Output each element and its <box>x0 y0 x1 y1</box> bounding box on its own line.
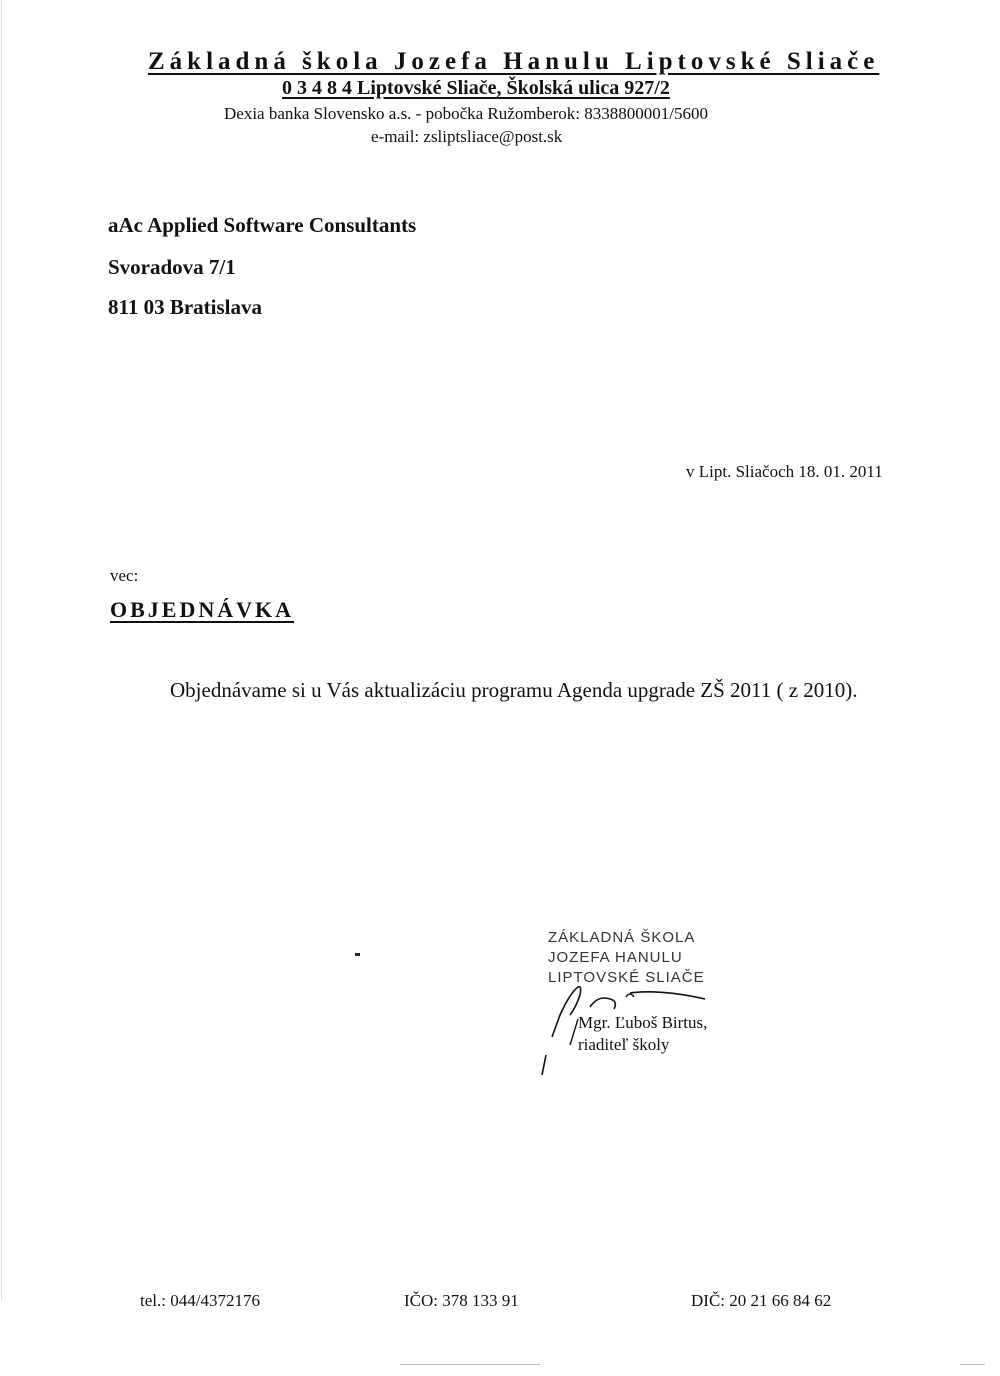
recipient-city: 811 03 Bratislava <box>108 295 263 319</box>
recipient-street: Svoradova 7/1 <box>108 255 236 279</box>
school-email: e-mail: zsliptsliace@post.sk <box>371 127 563 146</box>
signer-name: Mgr. Ľuboš Birtus, <box>578 1013 708 1032</box>
scan-edge-line <box>1 0 2 1300</box>
stray-ink-mark <box>355 953 360 956</box>
recipient-company: aAc Applied Software Consultants <box>108 213 417 237</box>
stamp-line-3: LIPTOVSKÉ SLIAČE <box>548 969 705 986</box>
footer-telephone: tel.: 044/4372176 <box>140 1291 260 1310</box>
subject-label: vec: <box>110 566 139 585</box>
school-name-heading: Základná škola Jozefa Hanulu Liptovské Sliače <box>148 48 880 75</box>
school-address: 0 3 4 8 4 Liptovské Sliače, Školská ulica 927/2 <box>282 77 670 99</box>
scan-noise-mark <box>960 1364 985 1365</box>
scan-noise-line <box>400 1364 540 1365</box>
footer-ico: IČO: 378 133 91 <box>404 1291 519 1310</box>
stamp-line-1: ZÁKLADNÁ ŠKOLA <box>548 929 696 946</box>
school-bank-info: Dexia banka Slovensko a.s. - pobočka Ružomberok: 8338800001/5600 <box>224 104 708 123</box>
subject-title: OBJEDNÁVKA <box>110 597 295 622</box>
order-body-text: Objednávame si u Vás aktualizáciu programu Agenda upgrade ZŠ 2011 ( z 2010). <box>170 678 858 702</box>
footer-dic: DIČ: 20 21 66 84 62 <box>691 1291 832 1310</box>
stamp-line-2: JOZEFA HANULU <box>548 949 683 966</box>
date-place: v Lipt. Sliačoch 18. 01. 2011 <box>686 462 883 481</box>
signer-role: riaditeľ školy <box>578 1035 670 1054</box>
